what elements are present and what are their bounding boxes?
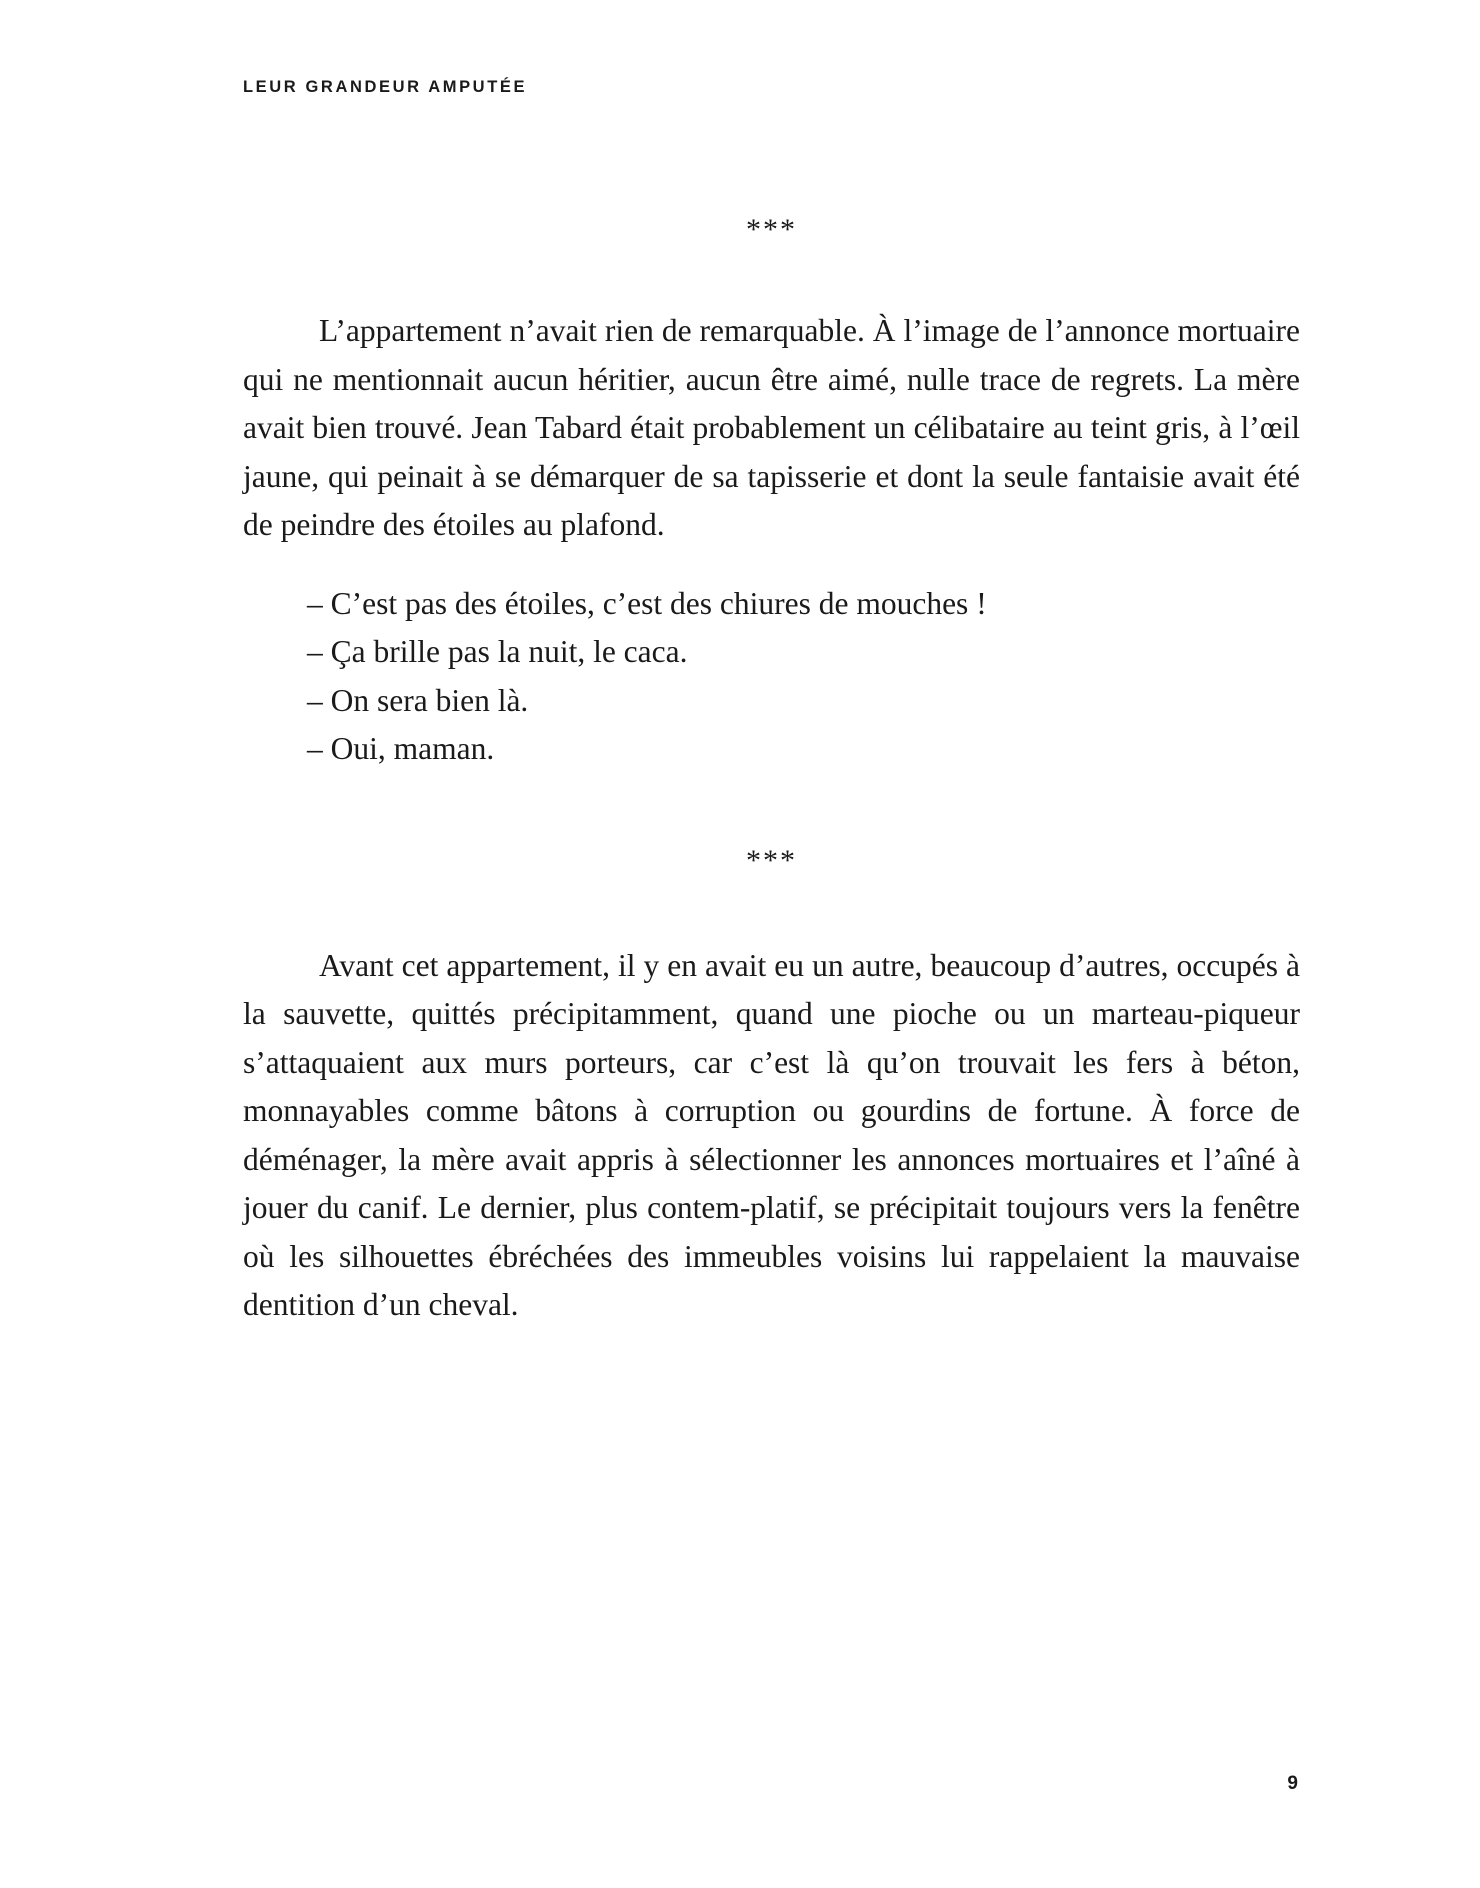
running-head: LEUR GRANDEUR AMPUTÉE bbox=[243, 78, 528, 96]
dialogue-line: – Oui, maman. bbox=[307, 731, 495, 766]
dialogue-block bbox=[243, 550, 1300, 774]
scene-break-divider-top: *** bbox=[746, 213, 797, 246]
scene-break-divider-middle: *** bbox=[746, 843, 797, 877]
dialogue-line: – C’est pas des étoiles, c’est des chiures de mouches ! bbox=[307, 585, 987, 621]
page-number: 9 bbox=[1287, 1773, 1298, 1794]
paragraph-first: L’appartement n’avait rien de remarquable. À l’image de l’annonce mortuaire qui ne mentionnait aucun héritier, aucun être aimé, nulle trace de regrets. La mère avait bien trouvé. Jean Tabard était probablement un célibataire au teint gris, à l’œil jaune, qui peinait à se démarquer de sa tapisserie et dont la seule fantaisie avait été de peindre des étoiles au plafond. bbox=[243, 313, 1300, 542]
dialogue-line: – On sera bien là. bbox=[307, 682, 529, 718]
dialogue-line: – Ça brille pas la nuit, le caca. bbox=[307, 634, 688, 669]
paragraph-second: Avant cet appartement, il y en avait eu un autre, beaucoup d’autres, occupés à la sauvette, quittés précipitamment, quand une pioche ou un marteau-piqueur s’attaquaient aux murs porteurs, car c’est là qu’on trouvait les fers à béton, monnayables comme bâtons à corruption ou gourdins de fortune. À force de déménager, la mère avait appris à sélectionner les annonces mortuaires et l’aîné à jouer du canif. Le dernier, plus contem-platif, se précipitait toujours vers la fenêtre où les silhouettes ébréchées des immeubles voisins lui rappelaient la mauvaise dentition d’un cheval. bbox=[243, 947, 1300, 1322]
text-block bbox=[243, 215, 1300, 1330]
